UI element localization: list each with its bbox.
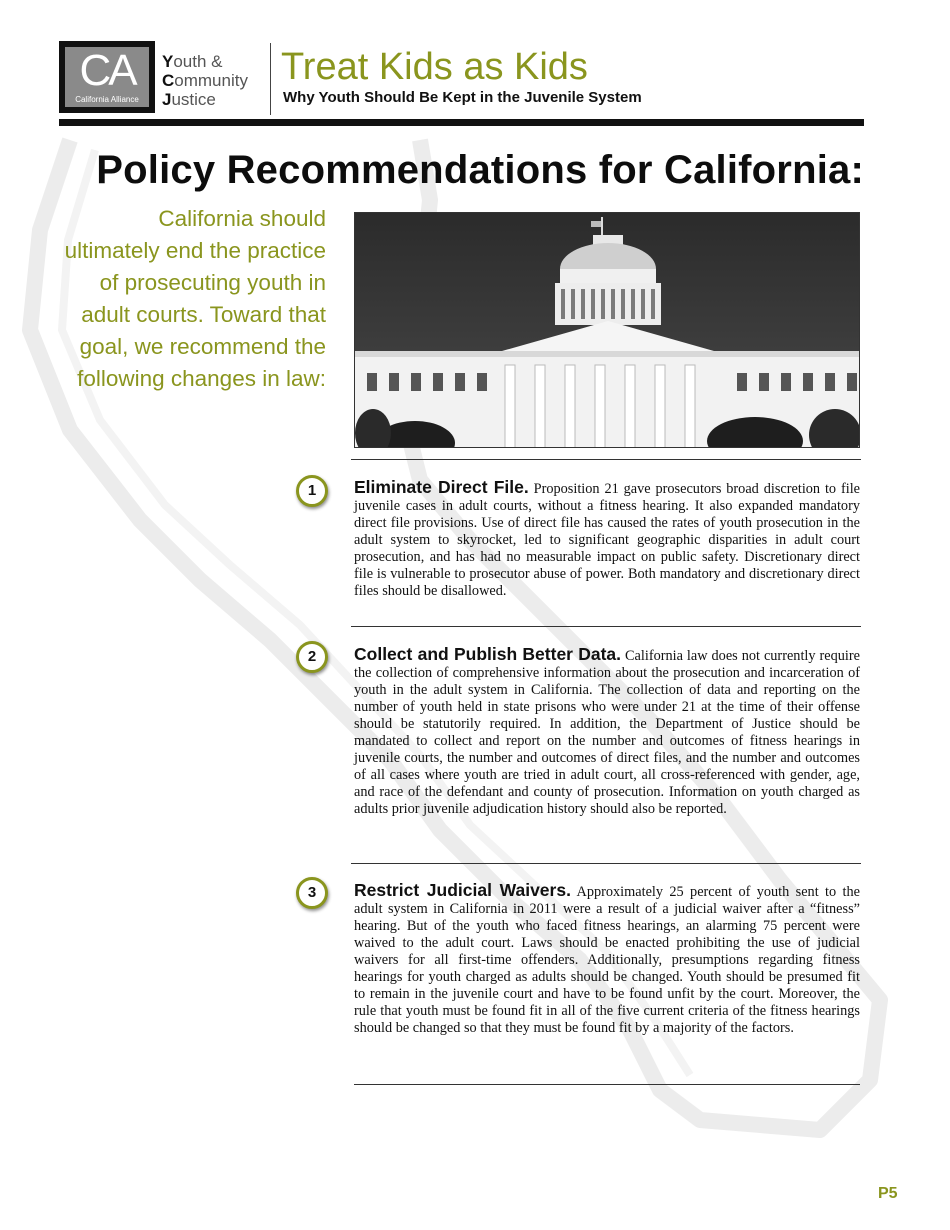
logo [59, 41, 155, 113]
recommendation-2 [354, 646, 860, 818]
logo-subtitle: California Alliance [75, 95, 139, 104]
section-rule [351, 863, 861, 864]
recommendation-body: Proposition 21 gave prosecutors broad discretion to file juvenile cases in adult courts, without a fitness hearing. It also expanded mandatory direct file provisions. Use of direct file has caused the rates of youth prosecution in the adult system to skyrocket, led to significant geographic disparities in adult court prosecution, and has had no measurable impact on public safety. Discretionary direct file is vulnerable to prosecutor abuse of power. Both mandatory and discretionary direct files should be disallowed. [354, 481, 861, 599]
section-rule [351, 459, 861, 460]
recommendation-heading: Eliminate Direct File. [354, 477, 529, 497]
recommendation-number-badge: 3 [296, 877, 328, 909]
section-rule [351, 626, 861, 627]
page-title: Policy Recommendations for California: [96, 148, 864, 192]
org-line-justice: Justice [162, 90, 216, 109]
header-rule [59, 119, 864, 126]
recommendation-3 [354, 882, 860, 1037]
recommendation-heading: Restrict Judicial Waivers. [354, 880, 571, 900]
recommendation-heading: Collect and Publish Better Data. [354, 644, 622, 664]
intro-text: California should ultimately end the practice of prosecuting youth in adult courts. Toward that goal, we recommend the following changes in law: [64, 206, 326, 391]
org-name [162, 52, 248, 109]
recommendation-number-badge: 1 [296, 475, 328, 507]
header-divider [270, 43, 271, 115]
org-line-youth: Youth & [162, 52, 223, 71]
series-subtitle: Why Youth Should Be Kept in the Juvenile System [283, 89, 642, 106]
org-line-community: Community [162, 71, 248, 90]
recommendation-body: Approximately 25 percent of youth sent to the adult system in California in 2011 were a result of a judicial waiver after a “fitness” hearing. But of the youth who faced fitness hearings, an alarming 75 percent were waived to the adult court. Laws should be enacted prohibiting the use of judicial waivers for all first-time offenders. Additionally, presumptions regarding fitness hearings for youth charged as adults should be changed. Youth should be presumed fit to remain in the juvenile court and have to be found unfit by the court. Moreover, the rule that youth must be found fit in all of the five current criteria of the fitness hearings should be changed so that they must be found fit by a majority of the factors. [354, 884, 860, 1036]
capitol-building-photo [354, 212, 860, 448]
page-number: P5 [878, 1185, 898, 1202]
logo-letters: CA [79, 47, 135, 95]
series-title: Treat Kids as Kids [281, 46, 588, 88]
recommendation-number-badge: 2 [296, 641, 328, 673]
recommendation-1 [354, 479, 860, 600]
section-rule [354, 1084, 860, 1085]
recommendation-body: California law does not currently require the collection of comprehensive information about the prosecution and incarceration of youth in the adult system in California. The collection of data and reporting on the number of youth held in state prisons who were under 21 at the time of their offense should be statutorily required. In addition, the Department of Justice should be mandated to collect and report on the number and outcomes of fitness hearings in juvenile courts, the number and outcomes of direct files, and the number and outcomes of all cases where youth are tried in adult court, all cross-referenced with gender, age, and race of the defendant and county of prosecution. Information on youth charged as adults prior juvenile adjudication history should also be reported. [354, 648, 860, 817]
